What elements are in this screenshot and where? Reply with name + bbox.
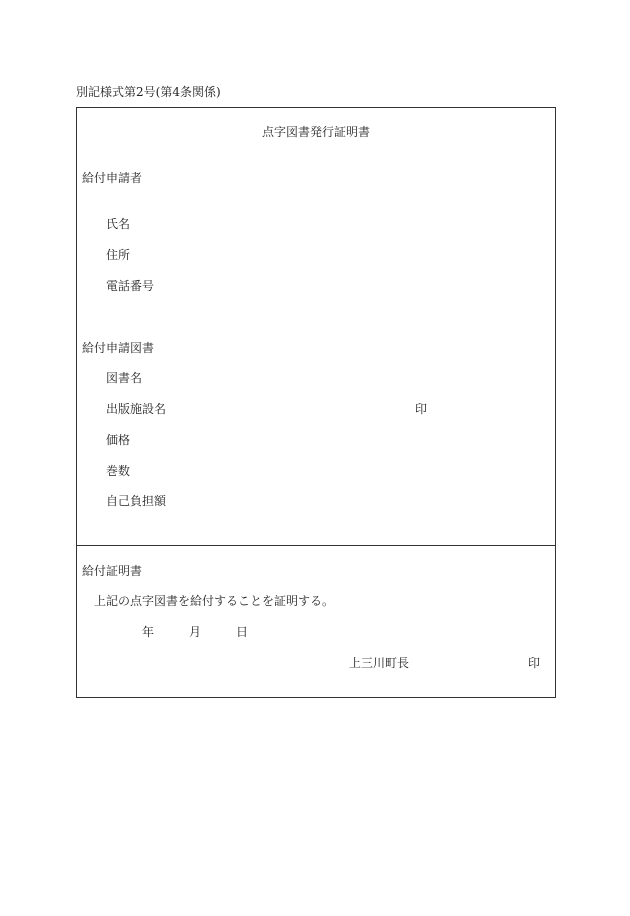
certificate-statement: 上記の点字図書を給付することを証明する。	[94, 594, 335, 608]
date-day-label: 日	[236, 625, 249, 639]
applicant-address-label: 住所	[106, 248, 131, 262]
publisher-seal-mark: 印	[415, 402, 428, 416]
issuer-seal-mark: 印	[528, 656, 541, 670]
publisher-label: 出版施設名	[106, 402, 167, 416]
applicant-name-label: 氏名	[106, 217, 131, 231]
date-month-label: 月	[189, 625, 202, 639]
form-number-label: 別記様式第2号(第4条関係)	[76, 85, 221, 99]
copay-label: 自己負担額	[106, 494, 167, 508]
issuer-label: 上三川町長	[349, 656, 410, 670]
applicant-phone-label: 電話番号	[106, 279, 155, 293]
book-title-label: 図書名	[106, 371, 143, 385]
book-section-label: 給付申請図書	[82, 341, 155, 355]
certificate-section-label: 給付証明書	[82, 564, 143, 578]
section-divider	[76, 545, 556, 546]
applicant-section-label: 給付申請者	[82, 171, 143, 185]
price-label: 価格	[106, 433, 131, 447]
date-year-label: 年	[142, 625, 155, 639]
volumes-label: 巻数	[106, 464, 131, 478]
form-title: 点字図書発行証明書	[262, 125, 371, 139]
